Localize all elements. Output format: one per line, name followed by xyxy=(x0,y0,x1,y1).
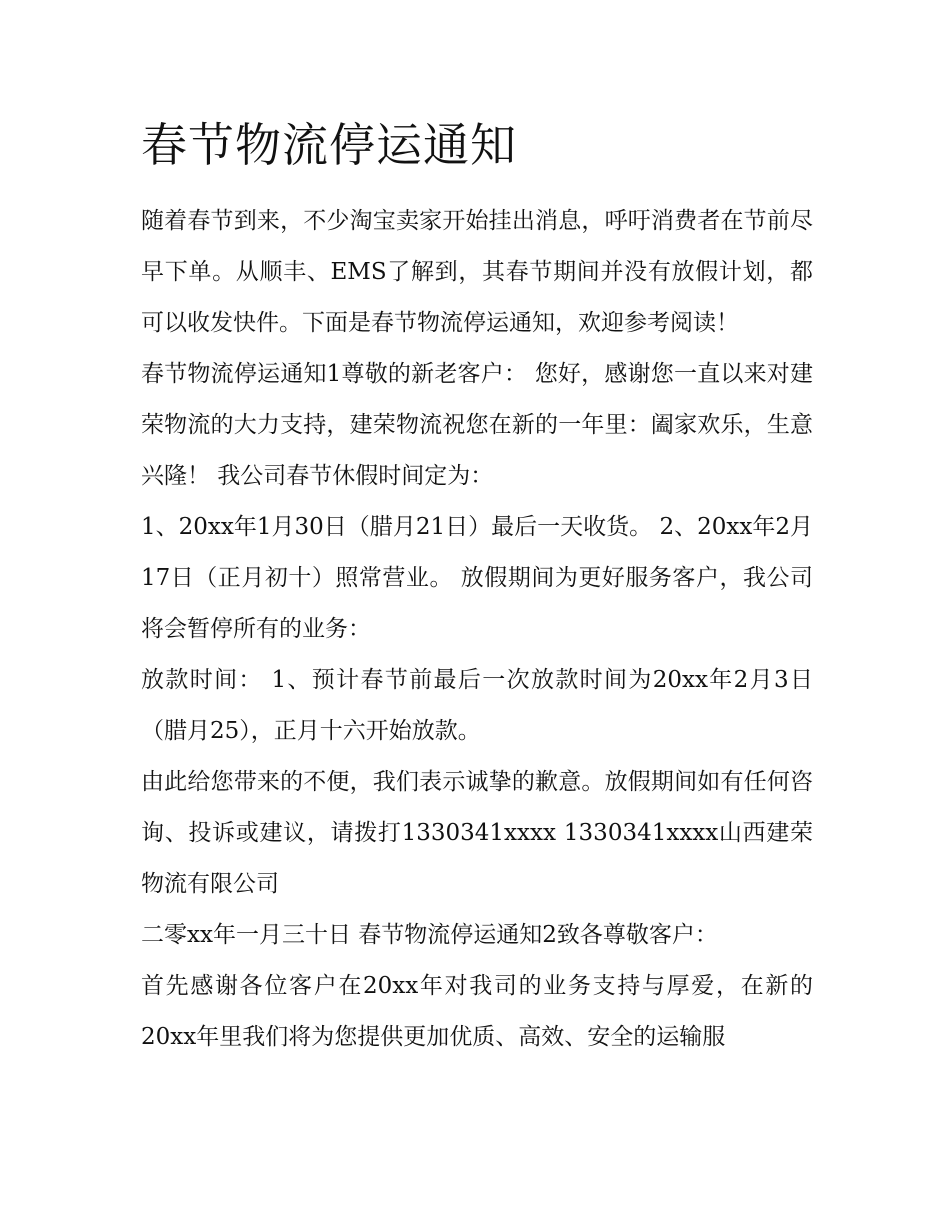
paragraph-notice-2-body: 首先感谢各位客户在20xx年对我司的业务支持与厚爱，在新的20xx年里我们将为您提供更加优质、高效、安全的运输服 xyxy=(141,973,813,1050)
paragraph-notice-1-greeting: 春节物流停运通知1尊敬的新老客户： 您好，感谢您一直以来对建荣物流的大力支持，建荣物流祝您在新的一年里：阖家欢乐，生意兴隆！ 我公司春节休假时间定为： xyxy=(141,361,813,489)
document-title: 春节物流停运通知 xyxy=(141,118,517,172)
paragraph-apology-contact: 由此给您带来的不便，我们表示诚挚的歉意。放假期间如有任何咨询、投诉或建议，请拨打1330341xxxx 1330341xxxx山西建荣物流有限公司 xyxy=(141,769,813,897)
document-page xyxy=(141,112,813,1063)
paragraph-payment-time: 放款时间： 1、预计春节前最后一次放款时间为20xx年2月3日（腊月25），正月十六开始放款。 xyxy=(141,667,813,744)
paragraph-date-notice-2: 二零xx年一月三十日 春节物流停运通知2致各尊敬客户： xyxy=(141,922,718,948)
paragraph-intro: 随着春节到来，不少淘宝卖家开始挂出消息，呼吁消费者在节前尽早下单。从顺丰、EMS了解到，其春节期间并没有放假计划，都可以收发快件。下面是春节物流停运通知，欢迎参考阅读！ xyxy=(141,208,813,336)
paragraph-holiday-dates: 1、20xx年1月30日（腊月21日）最后一天收货。 2、20xx年2月17日（正月初十）照常营业。 放假期间为更好服务客户，我公司将会暂停所有的业务： xyxy=(141,514,813,642)
